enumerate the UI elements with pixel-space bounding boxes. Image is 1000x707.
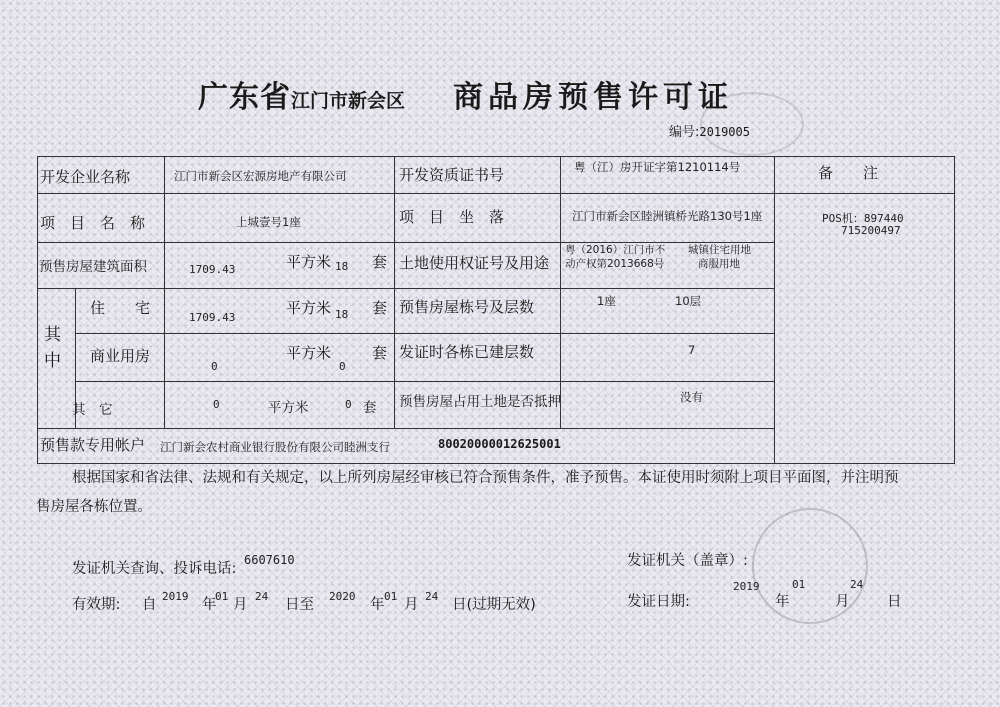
built-floors-label: 发证时各栋已建层数 [399,343,535,361]
issue-day: 24 [850,578,864,591]
validity-expiry-note: 日(过期无效) [452,597,536,613]
validity-start-day: 24 [255,590,269,603]
remarks-column [773,156,955,464]
validity-from: 自 [142,597,157,613]
inquiry-phone: 6607610 [244,553,295,567]
issuer-label: 发证机关（盖章）: [627,553,748,569]
other-label: 其 它 [72,402,113,418]
city-district-title: 江门市新会区 [291,90,406,112]
issue-day-char: 日 [887,594,902,610]
built-floors-value: 7 [688,343,696,357]
official-seal-bottom [752,508,868,624]
approval-statement-line-1: 根据国家和省法律、法规和有关规定，以上所列房屋经审核已符合预售条件，准予预售。本证使用时须附上项目平面图，并注明预 [72,470,899,486]
developer-value: 江门市新会区宏源房地产有限公司 [174,169,347,183]
presale-sets-value: 18 [335,260,349,273]
approval-statement-line-2: 售房屋各栋位置。 [36,499,152,515]
residential-sets-unit: 套 [372,299,388,317]
issue-date-label: 发证日期: [627,594,690,610]
project-location-label: 项 目 坐 落 [399,208,505,226]
validity-end-year-char: 年 [370,597,385,613]
building-floors-label: 预售房屋栋号及层数 [399,298,535,316]
inquiry-label: 发证机关查询、投诉电话: [72,561,237,577]
validity-end-month: 01 [384,590,398,603]
presale-area-label: 预售房屋建筑面积 [39,259,147,275]
mortgage-value: 没有 [680,390,703,404]
other-sets-value: 0 [345,398,352,411]
residential-area-unit: 平方米 [286,299,332,317]
issue-month-char: 月 [835,594,850,610]
province-title: 广东省 [198,80,291,115]
land-cert-value-2: 动产权第2013668号 [565,258,665,270]
qualification-value: 粤（江）房开证字第1210114号 [574,160,741,174]
land-use-value-2: 商服用地 [698,258,740,270]
other-area-unit: 平方米 [268,400,309,416]
approval-statement [36,463,966,521]
other-area-value: 0 [213,398,220,411]
residential-area-value: 1709.43 [189,311,236,324]
issue-year: 2019 [733,580,760,593]
floors-value: 10层 [675,294,702,308]
validity-label: 有效期: [72,597,121,613]
remarks-label: 备 注 [818,164,879,182]
commercial-sets-unit: 套 [372,344,388,362]
project-name-value: 上城壹号1座 [236,215,301,229]
validity-end-month-char: 月 [404,597,419,613]
project-name-label: 项 目 名 称 [40,214,146,232]
presale-sets-unit: 套 [372,253,388,271]
validity-start-year: 2019 [162,590,189,603]
validity-end-year: 2020 [329,590,356,603]
remarks-value-2: 715200497 [841,224,901,237]
validity-start-year-char: 年 [202,597,217,613]
validity-start-month-char: 月 [233,597,248,613]
qualification-label: 开发资质证书号 [399,166,505,184]
developer-label: 开发企业名称 [40,168,131,186]
commercial-sets-value: 0 [339,360,346,373]
issue-year-char: 年 [775,594,790,610]
commercial-area-value: 0 [211,360,218,373]
residential-sets-value: 18 [335,308,349,321]
account-no-value: 80020000012625001 [438,437,561,451]
cert-no-label: 编号: [669,125,700,140]
of-which-label: 其中 [44,325,61,371]
mortgage-label: 预售房屋占用土地是否抵押 [399,394,561,410]
certificate-number [669,121,750,140]
document-title: 商品房预售许可证 [453,80,734,115]
account-label: 预售款专用帐户 [40,436,146,454]
issue-month: 01 [792,578,806,591]
land-cert-value-1: 粤（2016）江门市不 [565,244,666,256]
remarks-value-1: POS机：897440 [822,212,904,225]
validity-start-month: 01 [215,590,229,603]
commercial-label: 商业用房 [90,347,151,365]
validity-end-day: 24 [425,590,439,603]
residential-label: 住 宅 [90,299,151,317]
commercial-area-unit: 平方米 [286,344,332,362]
project-location-value: 江门市新会区睦洲镇桥光路130号1座 [572,209,763,223]
document-header [198,72,798,118]
presale-area-value: 1709.43 [189,263,236,276]
account-bank-value: 江门新会农村商业银行股份有限公司睦洲支行 [160,440,390,454]
cert-no-value: 2019005 [699,125,750,139]
presale-area-unit: 平方米 [286,253,332,271]
other-sets-unit: 套 [363,400,377,416]
land-use-value-1: 城镇住宅用地 [688,244,751,256]
land-cert-label: 土地使用权证号及用途 [399,254,550,272]
building-no-value: 1座 [597,294,616,308]
validity-to: 日至 [285,597,314,613]
